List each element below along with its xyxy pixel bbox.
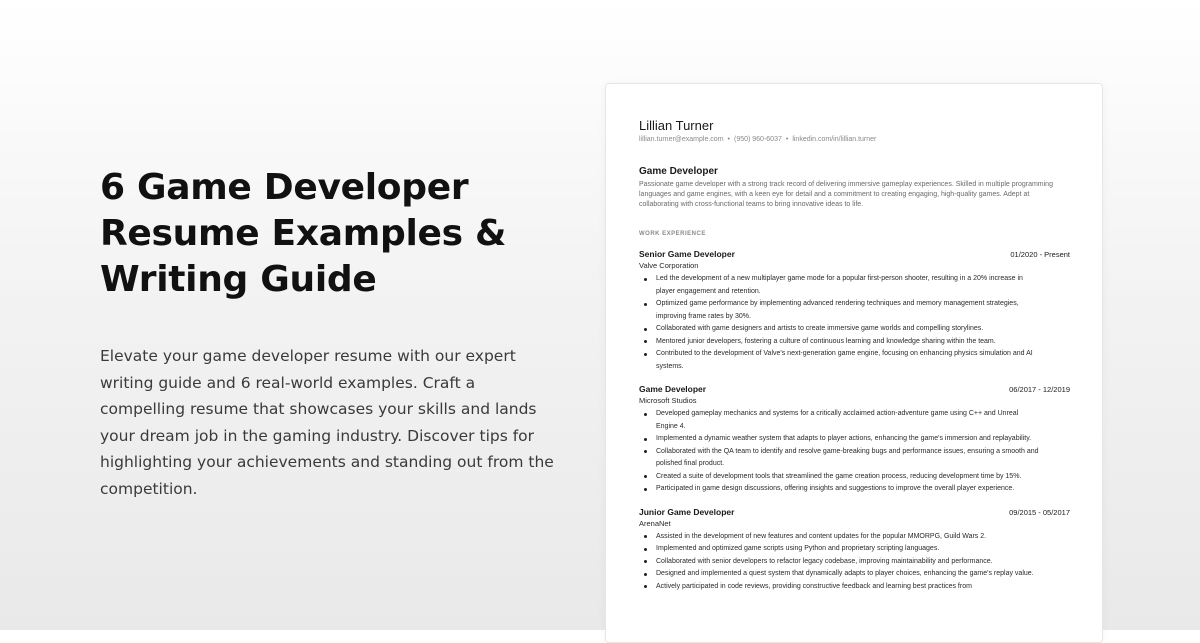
- job-bullet: Mentored junior developers, fostering a culture of continuous learning and knowledge sharing within the team.: [639, 336, 1039, 349]
- job-bullet: Implemented a dynamic weather system that adapts to player actions, enhancing the game's immersion and replayability.: [639, 433, 1039, 446]
- page-title: [100, 165, 570, 303]
- job-bullet: Participated in game design discussions, offering insights and suggestions to improve the overall player experience.: [639, 483, 1039, 496]
- resume-summary: Passionate game developer with a strong track record of delivering immersive gameplay experiences. Skilled in multiple programming languages and game engines, with a keen eye for detail and a commitment to creating engaging, high-quality games. Adept at collaborating with cross-functional teams to bring innovative ideas to life.: [639, 181, 1053, 208]
- resume-name: Lillian Turner: [639, 118, 714, 133]
- job-bullet: Designed and implemented a quest system that dynamically adapts to player choices, enhancing the game's replay value.: [639, 568, 1039, 581]
- job-entry: [639, 384, 1070, 496]
- job-bullet: Actively participated in code reviews, providing constructive feedback and learning best practices from: [639, 581, 1039, 594]
- resume-contact: [639, 135, 1070, 144]
- page-title-line-2: Resume Examples &: [100, 213, 507, 254]
- job-bullet-list: [639, 273, 1039, 373]
- work-experience-list: [639, 249, 1070, 593]
- job-company: Microsoft Studios: [639, 396, 697, 405]
- job-bullet-list: [639, 531, 1039, 594]
- job-company: ArenaNet: [639, 518, 671, 528]
- job-dates: 01/2020 - Present: [1010, 250, 1070, 259]
- page-description: Elevate your game developer resume with our expert writing guide and 6 real-world examples. Craft a compelling resume that showcases your skills and lands your dream job in the gaming industry. Discover tips for highlighting your achievements and standing out from the competition.: [100, 347, 554, 498]
- contact-separator: •: [785, 136, 789, 143]
- contact-separator: •: [727, 136, 730, 143]
- resume-preview: [605, 83, 1103, 643]
- job-title: Senior Game Developer: [639, 249, 735, 259]
- job-bullet: Assisted in the development of new features and content updates for the popular MMORPG, Guild Wars 2.: [639, 531, 1039, 544]
- job-bullet: Optimized game performance by implementing advanced rendering techniques and memory management strategies, improving frame rates by 30%.: [639, 298, 1039, 323]
- job-bullet: Contributed to the development of Valve's next-generation game engine, focusing on enhancing physics simulation and AI systems.: [639, 348, 1039, 373]
- job-bullet: Implemented and optimized game scripts using Python and proprietary scripting languages.: [639, 543, 1039, 556]
- job-header: [639, 384, 1070, 395]
- job-title: Junior Game Developer: [639, 506, 735, 517]
- hero-section: [100, 165, 570, 502]
- job-bullet: Developed gameplay mechanics and systems for a critically acclaimed action-adventure game using C++ and Unreal Engine 4.: [639, 408, 1039, 433]
- resume-email: lillian.turner@example.com: [639, 136, 724, 143]
- job-dates: 09/2015 - 05/2017: [1009, 507, 1070, 517]
- resume-role: Game Developer: [639, 166, 718, 177]
- job-header: [639, 249, 1070, 260]
- job-bullet-list: [639, 408, 1039, 496]
- job-entry: [639, 507, 1070, 594]
- resume-linkedin: linkedin.com/in/lillian.turner: [792, 136, 877, 143]
- resume-phone: (950) 960-6037: [733, 136, 782, 143]
- job-bullet: Created a suite of development tools that streamlined the game creation process, reducing development time by 15%.: [639, 471, 1039, 484]
- job-bullet: Collaborated with senior developers to refactor legacy codebase, improving maintainability and performance.: [639, 556, 1039, 569]
- page-title-line-1: 6 Game Developer: [100, 167, 469, 208]
- job-entry: [639, 249, 1070, 373]
- job-bullet: Led the development of a new multiplayer game mode for a popular first-person shooter, resulting in a 20% increase in player engagement and retention.: [639, 273, 1039, 298]
- job-company: Valve Corporation: [639, 261, 699, 270]
- job-bullet: Collaborated with the QA team to identify and resolve game-breaking bugs and performance issues, ensuring a smooth and polished final product.: [639, 446, 1039, 471]
- job-title: Game Developer: [639, 384, 707, 394]
- job-header: [639, 507, 1070, 518]
- job-dates: 06/2017 - 12/2019: [1009, 385, 1070, 394]
- section-heading-work-experience: WORK EXPERIENCE: [639, 231, 706, 237]
- job-bullet: Collaborated with game designers and artists to create immersive game worlds and compelling storylines.: [639, 323, 1039, 336]
- page-title-line-3: Writing Guide: [100, 259, 377, 300]
